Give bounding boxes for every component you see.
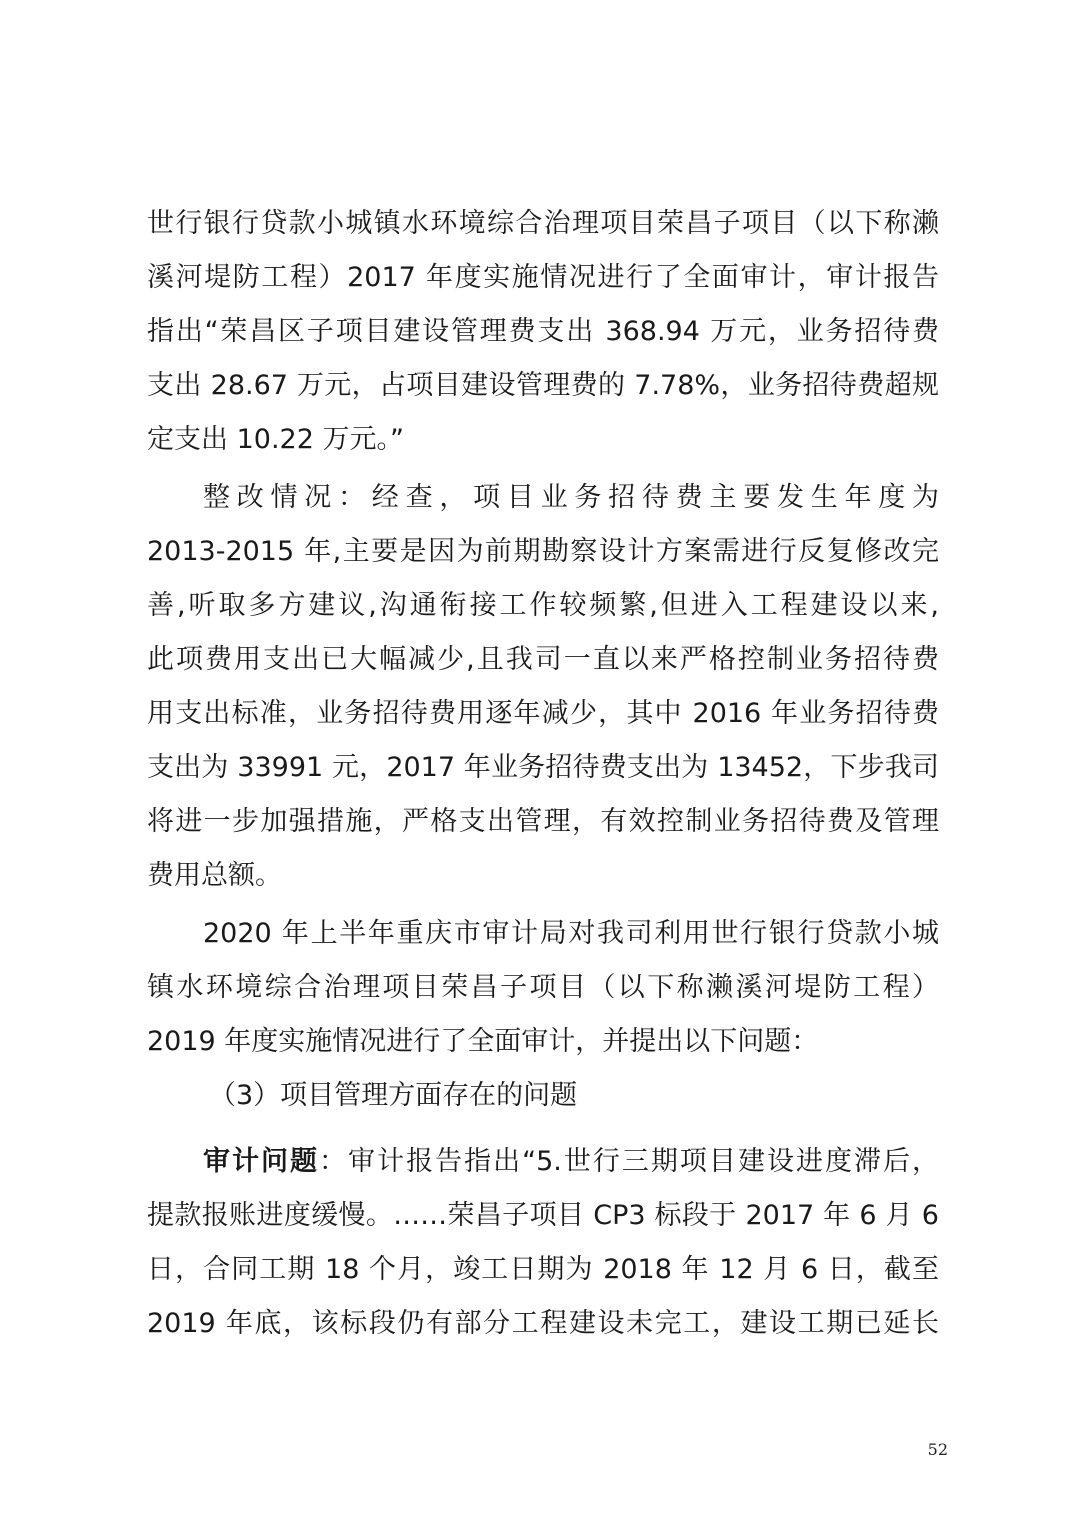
body-text [147, 197, 939, 1351]
text-line: 此项费用支出已大幅减少,且我司一直以来严格控制业务招待费 [147, 644, 939, 675]
text-line: 世行银行贷款小城镇水环境综合治理项目荣昌子项目（以下称濑 [147, 208, 939, 239]
text-line: 善,听取多方建议,沟通衔接工作较频繁,但进入工程建设以来, [147, 590, 939, 621]
text-line [147, 1135, 939, 1189]
text-line: 支出 28.67 万元，占项目建设管理费的 7.78%，业务招待费超规 [147, 370, 939, 401]
text-line: 2019 年度实施情况进行了全面审计，并提出以下问题： [147, 1026, 819, 1057]
paragraph-audit-issue [147, 1135, 939, 1351]
text-line: 2020 年上半年重庆市审计局对我司利用世行银行贷款小城 [203, 918, 939, 949]
paragraph-audit-2020 [147, 907, 939, 1069]
page-number: 52 [927, 1440, 948, 1459]
text-line: 日，合同工期 18 个月，竣工日期为 2018 年 12 月 6 日，截至 [147, 1254, 939, 1285]
text-line: 溪河堤防工程）2017 年度实施情况进行了全面审计，审计报告 [147, 262, 939, 293]
section-heading: （3）项目管理方面存在的问题 [209, 1080, 578, 1111]
text-line: 2013-2015 年,主要是因为前期勘察设计方案需进行反复修改完 [147, 536, 939, 567]
audit-issue-first-line: ：审计报告指出“5.世行三期项目建设进度滞后， [319, 1146, 940, 1177]
text-line: 2019 年底，该标段仍有部分工程建设未完工，建设工期已延长 [147, 1308, 939, 1339]
text-line: 支出为 33991 元，2017 年业务招待费支出为 13452，下步我司 [147, 752, 939, 783]
text-line: 将进一步加强措施，严格支出管理，有效控制业务招待费及管理 [147, 806, 939, 837]
text-line: 费用总额。 [147, 860, 282, 891]
text-line: 指出“荣昌区子项目建设管理费支出 368.94 万元，业务招待费 [147, 316, 939, 347]
audit-issue-label: 审计问题 [203, 1146, 320, 1177]
text-line: 镇水环境综合治理项目荣昌子项目（以下称濑溪河堤防工程） [147, 972, 939, 1003]
text-line: 提款报账进度缓慢。……荣昌子项目 CP3 标段于 2017 年 6 月 6 [147, 1200, 939, 1231]
paragraph-audit-2017 [147, 197, 939, 467]
text-line: 整改情况：经查，项目业务招待费主要发生年度为 [203, 482, 939, 513]
paragraph-rectification [147, 471, 939, 903]
text-line: 定支出 10.22 万元。” [147, 424, 404, 455]
text-line: 用支出标准，业务招待费用逐年减少，其中 2016 年业务招待费 [147, 698, 939, 729]
